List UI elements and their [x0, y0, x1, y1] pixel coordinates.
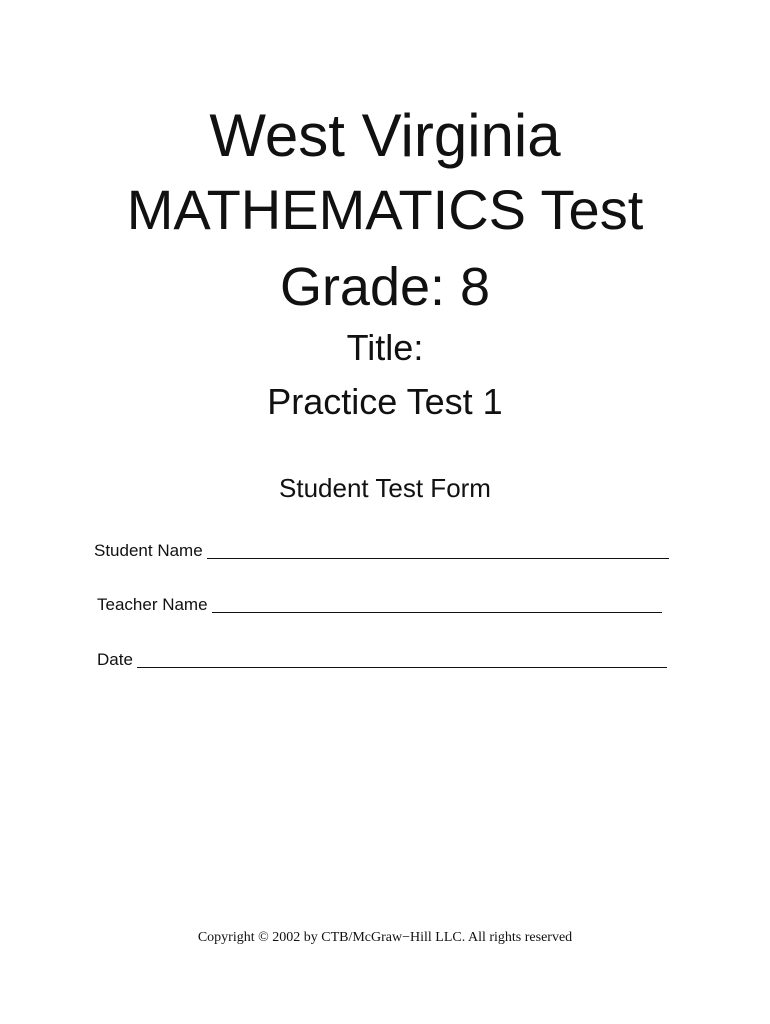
- student-name-label: Student Name: [94, 541, 203, 560]
- student-name-line: [207, 557, 669, 559]
- grade-heading: Grade: 8: [279, 257, 491, 317]
- student-name-field: [94, 542, 669, 559]
- copyright-notice: Copyright © 2002 by CTB/McGraw−Hill LLC. All rights reserved: [197, 930, 573, 945]
- date-field: [97, 651, 667, 668]
- teacher-name-label: Teacher Name: [97, 595, 208, 614]
- title-label: Title:: [346, 327, 424, 368]
- subject-title: MATHEMATICS Test: [126, 178, 644, 241]
- teacher-name-field: [97, 596, 662, 613]
- date-label: Date: [97, 650, 133, 669]
- date-line: [137, 666, 667, 668]
- state-title: West Virginia: [209, 102, 561, 169]
- form-label: Student Test Form: [279, 473, 491, 503]
- teacher-name-line: [212, 611, 662, 613]
- test-title: Practice Test 1: [267, 381, 503, 422]
